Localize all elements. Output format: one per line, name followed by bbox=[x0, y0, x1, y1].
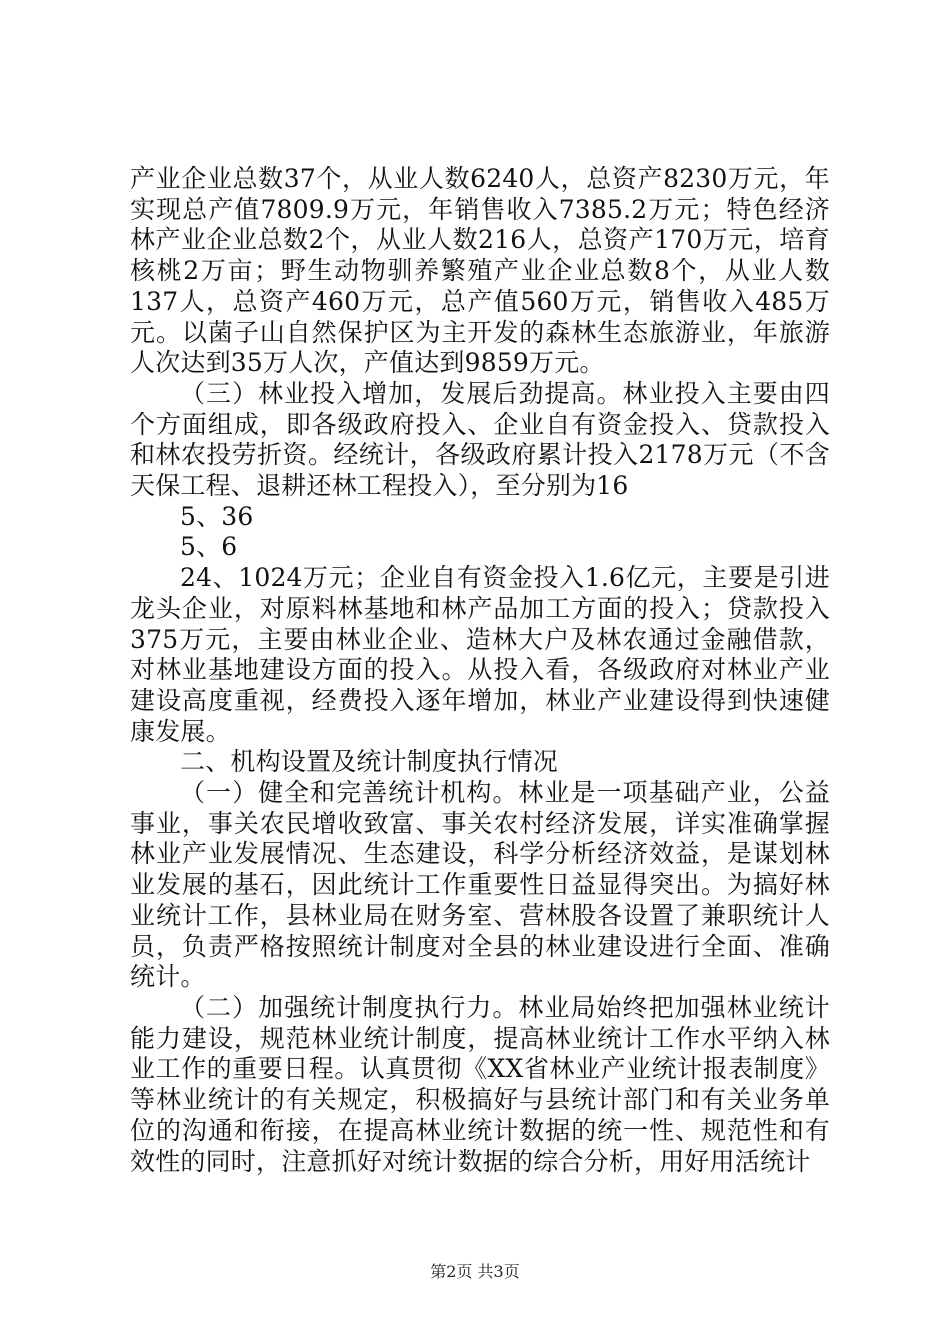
section-heading-institutions: 二、机构设置及统计制度执行情况 bbox=[180, 747, 559, 777]
paragraph-fragment-1: 5、36 bbox=[180, 501, 254, 531]
paragraph-statistics-agency: （一）健全和完善统计机构。林业是一项基础产业，公益事业，事关农民增收致富、事关农村经济发展，详实准确掌握林业产业发展情况、生态建设，科学分析经济效益，是谋划林业发展的基石，因此统计工作重要性日益显得突出。为搞好林业统计工作，县林业局在财务室、营林股各设置了兼职统计人员，负责严格按照统计制度对全县的林业建设进行全面、准确统计。 bbox=[130, 778, 830, 992]
paragraph-investment-increase: （三）林业投入增加，发展后劲提高。林业投入主要由四个方面组成，即各级政府投入、企业自有资金投入、贷款投入和林农投劳折资。经统计，各级政府累计投入2178万元（不含天保工程、退耕还林工程投入），至分别为16 bbox=[130, 378, 830, 501]
paragraph-investment-details: 24、1024万元；企业自有资金投入1.6亿元，主要是引进龙头企业，对原料林基地和林产品加工方面的投入；贷款投入375万元，主要由林业企业、造林大户及林农通过金融借款，对林业基地建设方面的投入。从投入看，各级政府对林业产业建设高度重视，经费投入逐年增加，林业产业建设得到快速健康发展。 bbox=[130, 563, 830, 746]
paragraph-statistics-enforcement: （二）加强统计制度执行力。林业局始终把加强林业统计能力建设，规范林业统计制度，提高林业统计工作水平纳入林业工作的重要日程。认真贯彻《XX省林业产业统计报表制度》等林业统计的有关规定，积极搞好与县统计部门和有关业务单位的沟通和衔接，在提高林业统计数据的统一性、规范性和有效性的同时，注意抓好对统计数据的综合分析，用好用活统计 bbox=[130, 992, 830, 1176]
page-footer bbox=[0, 1262, 950, 1282]
paragraph-fragment-2: 5、6 bbox=[180, 532, 238, 562]
page-number: 第2页 共3页 bbox=[430, 1262, 520, 1281]
document-body bbox=[130, 164, 830, 1177]
paragraph-industry-stats: 产业企业总数37个，从业人数6240人，总资产8230万元，年实现总产值7809.9万元，年销售收入7385.2万元；特色经济林产业企业总数2个，从业人数216人，总资产170万元，培育核桃2万亩；野生动物驯养繁殖产业企业总数8个，从业人数137人，总资产460万元，总产值560万元，销售收入485万元。以菌子山自然保护区为主开发的森林生态旅游业，年旅游人次达到35万人次，产值达到9859万元。 bbox=[130, 164, 830, 378]
